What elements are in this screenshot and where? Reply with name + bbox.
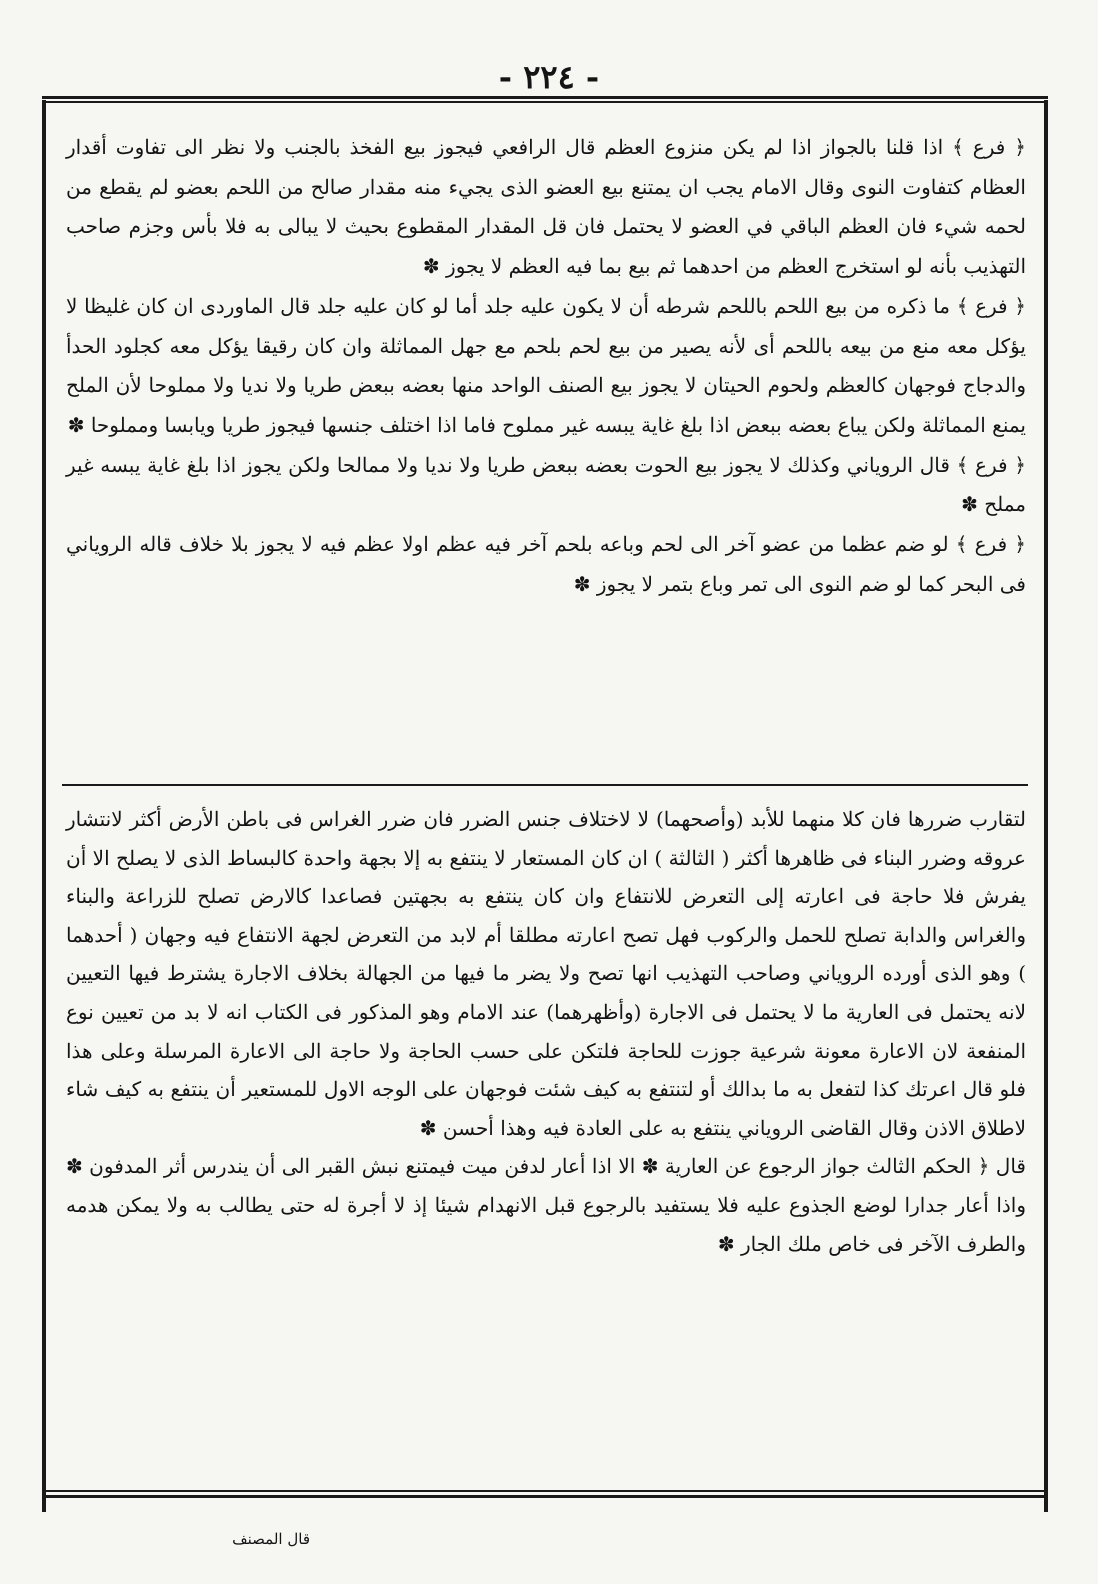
main-text-section <box>66 128 1026 604</box>
commentary-paragraph-1: لتقارب ضررها فان كلا منهما للأبد (وأصحهما) لا لاختلاف جنس الضرر فان ضرر الغراس فى باطن الأرض أكثر لانتشار عروقه وضرر البناء فى ظاهرها أكثر ( الثالثة ) ان كان المستعار لا ينتفع به إلا بجهة واحدة كالبساط الذى لا يصلح الا أن يفرش فلا حاجة فى اعارته إلى التعرض للانتفاع وان كان ينتفع به بجهتين فصاعدا كالارض تصلح للزراعة والبناء والغراس والدابة تصلح للحمل والركوب فهل تصح اعارته مطلقا أم لابد من التعرض لجهة الانتفاع فيه وجهان ( أحدهما ) وهو الذى أورده الروياني وصاحب التهذيب انها تصح ولا يضر ما فيها من الجهالة بخلاف الاجارة يشترط فيها التعيين لانه يحتمل فى العارية ما لا يحتمل فى الاجارة (وأظهرهما) عند الامام وهو المذكور فى الكتاب انه لا بد من تعيين نوع المنفعة لان الاعارة معونة شرعية جوزت للحاجة فلتكن على حسب الحاجة ولا حاجة الى الاعارة المرسلة وعلى هذا فلو قال اعرتك كذا لتفعل به ما بدالك أو لتنتفع به كيف شئت فوجهان على الوجه الاول للمستعير أن ينتفع به كيف شاء لاطلاق الاذن وقال القاضى الروياني ينتفع به على العادة فيه وهذا أحسن ✽ <box>66 807 1026 1140</box>
paragraph-far-1: ﴿ فرع ﴾ اذا قلنا بالجواز اذا لم يكن منزوع العظم قال الرافعي فيجوز بيع الفخذ بالجنب ولا نظر الى تفاوت أقدار العظام كتفاوت النوى وقال الامام يجب ان يمتنع بيع العضو الذى يجيء منه مقدار صالح من اللحم بعضو لم يقطع من لحمه شيء فان العظم الباقي في العضو لا يحتمل فان قل المقدار المقطوع بحيث لا يبالى به فلا بأس وجزم صاحب التهذيب بأنه لو استخرج العظم من احدهما ثم بيع بما فيه العظم لا يجوز ✽ <box>66 135 1026 279</box>
bottom-rule <box>42 1490 1048 1498</box>
paragraph-far-2: ﴿ فرع ﴾ ما ذكره من بيع اللحم باللحم شرطه أن لا يكون عليه جلد أما لو كان عليه جلد قال الماوردى ان كان غليظا لا يؤكل معه منع من بيعه باللحم أى لأنه يصير من بيع لحم بلحم مع جهل المماثلة وان كان رقيقا يؤكل معه كجلود الحدأ والدجاج فوجهان كالعظم ولحوم الحيتان لا يجوز بيع الصنف الواحد منها بعضه ببعض طريا ولا نديا ولا مملوحا لأن الملح يمنع المماثلة ولكن يباع بعضه ببعض اذا بلغ غاية يبسه غير مملوح فاما اذا اختلف جنسها فيجوز طريا ويابسا ومملوحا ✽ <box>66 293 1026 437</box>
footer-catchword: قال المصنف <box>232 1530 310 1548</box>
page-number: - ٢٢٤ - <box>498 58 600 96</box>
paragraph-far-3: ﴿ فرع ﴾ قال الروياني وكذلك لا يجوز بيع الحوت بعضه ببعض طريا ولا نديا ولا ممالحا ولكن يجوز اذا بلغ غاية يبسه غير مملح ✽ <box>66 452 1026 517</box>
section-divider <box>62 784 1028 786</box>
paragraph-far-4: ﴿ فرع ﴾ لو ضم عظما من عضو آخر الى لحم وباعه بلحم آخر فيه عظم اولا عظم فيه لا يجوز بلا خلاف قاله الروياني فى البحر كما لو ضم النوى الى تمر وباع بتمر لا يجوز ✽ <box>66 532 1026 596</box>
commentary-paragraph-2: قال ﴿ الحكم الثالث جواز الرجوع عن العارية ✽ الا اذا أعار لدفن ميت فيمتنع نبش القبر الى أن يندرس أثر المدفون ✽ واذا أعار جدارا لوضع الجذوع عليه فلا يستفيد بالرجوع قبل الانهدام شيئا إذ لا أجرة له حتى يطالب به ولا يمكن هدمه والطرف الآخر فى خاص ملك الجار ✽ <box>66 1154 1026 1256</box>
commentary-text-section <box>66 800 1026 1263</box>
